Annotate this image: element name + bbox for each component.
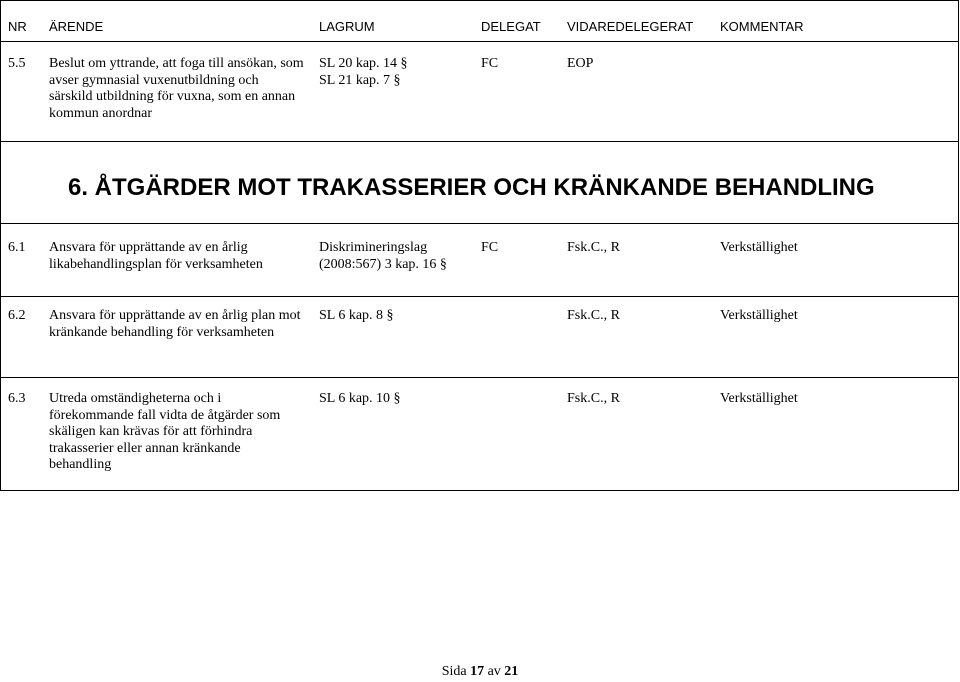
- table-row: [0, 41, 959, 142]
- row-nr: 6.2: [8, 308, 26, 323]
- row-nr: 6.1: [8, 240, 26, 255]
- row-arende: Beslut om yttrande, att foga till ansökan, som avser gymnasial vuxenutbildning och särskild utbildning för vuxna, som en annan kommun anordnar: [49, 56, 304, 121]
- row-kommentar: Verkställighet: [720, 240, 798, 255]
- row-vidaredelegerat: Fsk.C., R: [567, 391, 620, 406]
- table-header: [0, 0, 959, 42]
- col-header-nr: NR: [8, 19, 27, 34]
- table-row: [0, 223, 959, 297]
- page-number: 17: [470, 664, 485, 679]
- row-vidaredelegerat: Fsk.C., R: [567, 240, 620, 255]
- table-row: [0, 377, 959, 491]
- row-arende: Ansvara för upprättande av en årlig plan mot kränkande behandling för verksamheten: [49, 308, 301, 340]
- row-nr: 6.3: [8, 391, 26, 406]
- row-lagrum-1: SL 20 kap. 14 §: [319, 56, 408, 71]
- col-header-arende: ÄRENDE: [49, 19, 104, 34]
- table-row: [0, 296, 959, 378]
- page-label: Sida: [441, 664, 467, 679]
- page-of-label: av: [487, 664, 501, 679]
- row-delegat: FC: [481, 240, 499, 255]
- row-delegat: FC: [481, 56, 499, 71]
- page-total: 21: [504, 664, 519, 679]
- row-lagrum-2: SL 21 kap. 7 §: [319, 72, 401, 88]
- col-header-vidaredelegerat: VIDAREDELEGERAT: [567, 19, 694, 34]
- section-title: 6. ÅTGÄRDER MOT TRAKASSERIER OCH KRÄNKANDE BEHANDLING: [68, 174, 875, 201]
- page-footer: [0, 664, 960, 680]
- row-lagrum: SL 6 kap. 8 §: [319, 308, 394, 323]
- row-vidaredelegerat: Fsk.C., R: [567, 308, 620, 323]
- row-lagrum: Diskrimineringslag (2008:567) 3 kap. 16 §: [319, 240, 447, 272]
- col-header-lagrum: LAGRUM: [319, 19, 375, 34]
- row-arende: Utreda omständigheterna och i förekommande fall vidta de åtgärder som skäligen kan krävas för att förhindra trakasserier eller annan kränkande behandling: [49, 391, 281, 472]
- col-header-delegat: DELEGAT: [481, 19, 541, 34]
- row-kommentar: Verkställighet: [720, 391, 798, 406]
- row-kommentar: Verkställighet: [720, 308, 798, 323]
- row-arende: Ansvara för upprättande av en årlig likabehandlingsplan för verksamheten: [49, 240, 263, 272]
- row-nr: 5.5: [8, 56, 26, 71]
- row-vidaredelegerat: EOP: [567, 56, 594, 71]
- row-lagrum: SL 6 kap. 10 §: [319, 391, 401, 406]
- col-header-kommentar: KOMMENTAR: [720, 19, 804, 34]
